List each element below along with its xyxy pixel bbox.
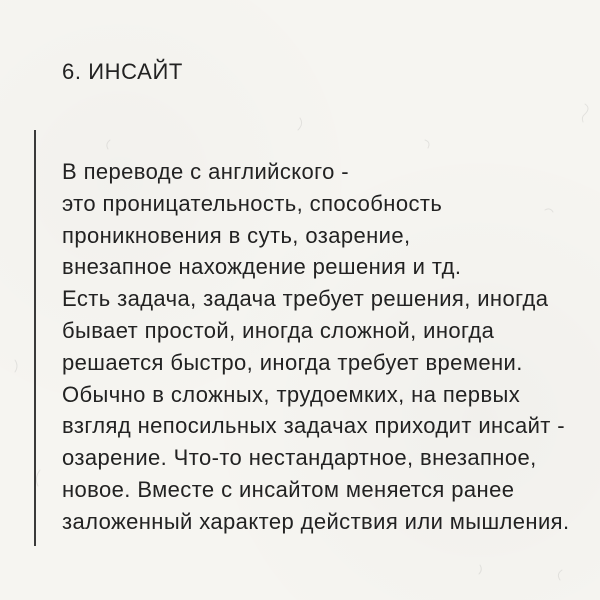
- body-line: озарение. Что-то нестандартное, внезапное,: [62, 445, 537, 471]
- body-line: решается быстро, иногда требует времени.: [62, 349, 523, 375]
- body-line: новое. Вместе с инсайтом меняется ранее: [62, 476, 515, 502]
- vertical-rule: [34, 130, 36, 546]
- body-line: заложенный характер действия или мышления.: [62, 508, 570, 534]
- body-line: это проницательность, способность: [62, 190, 443, 216]
- body-paragraph: [62, 156, 582, 538]
- body-line: взгляд непосильных задачах приходит инсайт -: [62, 413, 566, 439]
- body-line: внезапное нахождение решения и тд.: [62, 254, 462, 280]
- body-line: проникновения в суть, озарение,: [62, 222, 411, 248]
- body-line: Есть задача, задача требует решения, иногда: [62, 286, 549, 312]
- body-line: Обычно в сложных, трудоемких, на первых: [62, 381, 521, 407]
- page-title: 6. ИНСАЙТ: [62, 59, 183, 84]
- body-line: бывает простой, иногда сложной, иногда: [62, 317, 495, 343]
- body-line: В переводе с английского -: [62, 159, 349, 184]
